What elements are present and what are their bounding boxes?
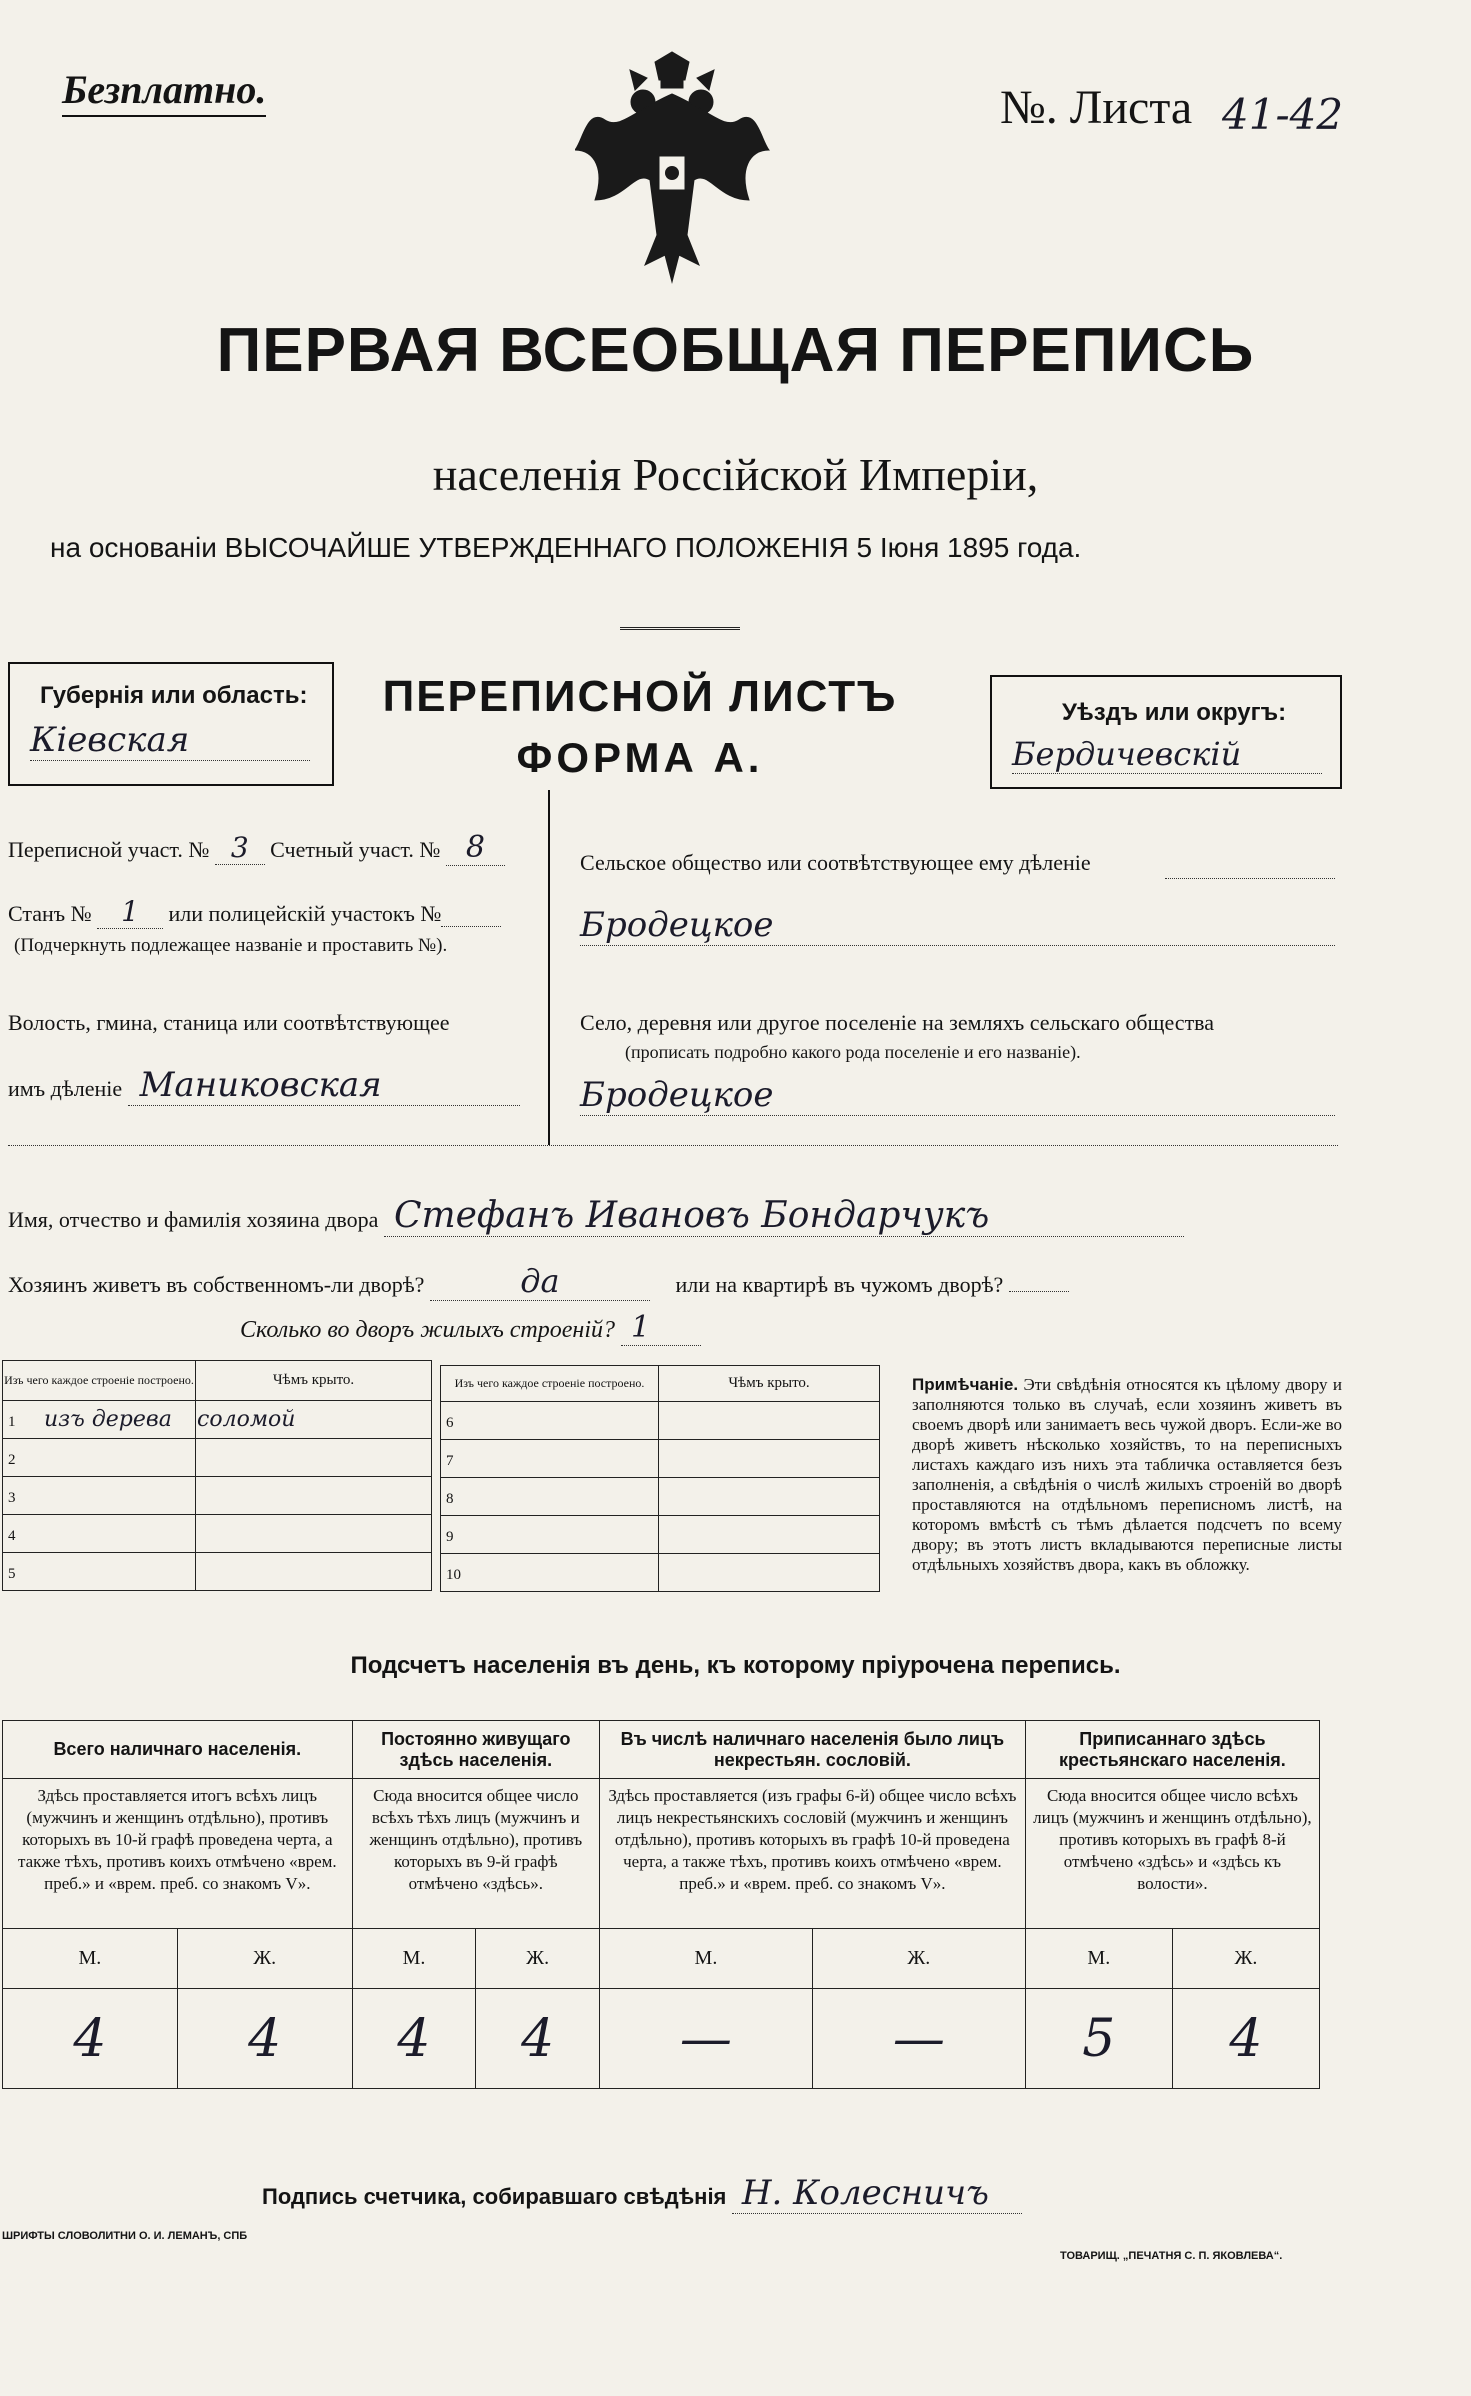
table-row [3, 1477, 432, 1515]
province-box [8, 662, 334, 786]
population-column-description: Сюда вносится общее число всѣхъ тѣхъ лицъ (мужчинъ и женщинъ отдѣльно), противъ которыхъ въ 9-й графѣ отмѣчено «здѣсь». [352, 1779, 599, 1929]
roof-value [659, 1440, 880, 1478]
population-title: Подсчетъ населенія въ день, къ которому пріурочена перепись. [350, 1652, 1121, 1679]
male-count: 4 [3, 1989, 178, 2089]
material-cell [3, 1515, 196, 1553]
female-count: 4 [1172, 1989, 1319, 2089]
free-label: Безплатно. [62, 66, 266, 117]
count-section-value: 8 [446, 830, 505, 866]
police-label: или полицейскій участокъ № [168, 901, 442, 926]
material-cell [441, 1440, 659, 1478]
sheet-number-value: 41-42 [1222, 90, 1344, 139]
male-count: 4 [352, 1989, 476, 2089]
col-material-header: Изъ чего каждое строеніе построено. [3, 1361, 196, 1401]
male-label: М. [3, 1929, 178, 1989]
col-roof-header: Чѣмъ крыто. [196, 1361, 432, 1401]
police-note: (Подчеркнуть подлежащее названіе и проставить №). [14, 935, 448, 956]
table-row [3, 1401, 432, 1439]
population-column-header: Приписаннаго здѣсь крестьянскаго населенія. [1025, 1721, 1319, 1779]
material-cell [441, 1478, 659, 1516]
volost-label: Волость, гмина, станица или соотвѣтствующее [8, 1010, 450, 1035]
row-number: 7 [446, 1453, 454, 1469]
camp-label: Станъ № [8, 901, 92, 926]
census-section-value: 3 [215, 831, 265, 865]
material-cell [3, 1477, 196, 1515]
male-count: 5 [1025, 1989, 1172, 2089]
population-column-description: Здѣсь проставляется (изъ графы 6-й) общее число всѣхъ лицъ некрестьянскихъ сословій (мужчинъ и женщинъ отдѣльно), противъ которыхъ въ графѣ 10-й проведена черта, а также тѣхъ, противъ коихъ отмѣчено «врем. преб.» и «врем. преб. со знакомъ V». [599, 1779, 1025, 1929]
population-column-header: Постоянно живущаго здѣсь населенія. [352, 1721, 599, 1779]
roof-value [659, 1554, 880, 1592]
col-roof-header: Чѣмъ крыто. [659, 1366, 880, 1402]
buildings-table-left [2, 1360, 432, 1591]
material-cell [441, 1554, 659, 1592]
female-label: Ж. [1172, 1929, 1319, 1989]
roof-value [196, 1439, 432, 1477]
row-number: 10 [446, 1567, 461, 1583]
table-row [3, 1515, 432, 1553]
own-yard-value: да [430, 1262, 650, 1301]
male-count: — [599, 1989, 812, 2089]
population-column-header: Въ числѣ наличнаго населенія было лицъ некрестьян. сословій. [599, 1721, 1025, 1779]
female-label: Ж. [177, 1929, 352, 1989]
society-label: Сельское общество или соотвѣтствующее ему дѣленіе [580, 850, 1091, 875]
province-value: Кіевская [30, 720, 310, 761]
footer-right: ТОВАРИЩ. „ПЕЧАТНЯ С. П. ЯКОВЛЕВА“. [1060, 2250, 1283, 2262]
population-column-description: Здѣсь проставляется итогъ всѣхъ лицъ (мужчинъ и женщинъ отдѣльно), противъ которыхъ въ 10-й графѣ проведена черта, а также тѣхъ, противъ коихъ отмѣчено «врем. преб.» и «врем. преб. со знакомъ V». [3, 1779, 353, 1929]
population-column-description: Сюда вносится общее число всѣхъ лицъ (мужчинъ и женщинъ отдѣльно), противъ которыхъ въ графѣ 8-й отмѣчено «здѣсь» и «здѣсь къ волости». [1025, 1779, 1319, 1929]
buildings-table-right [440, 1365, 880, 1592]
row-number: 2 [8, 1452, 16, 1468]
male-label: М. [599, 1929, 812, 1989]
male-label: М. [1025, 1929, 1172, 1989]
row-number: 6 [446, 1415, 454, 1431]
row-number: 4 [8, 1528, 16, 1544]
roof-value [196, 1553, 432, 1591]
own-yard-label: Хозяинъ живетъ въ собственномъ-ли дворѣ? [8, 1272, 425, 1297]
village-value: Бродецкое [580, 1075, 1335, 1116]
col-material-header: Изъ чего каждое строеніе построено. [441, 1366, 659, 1402]
female-count: 4 [177, 1989, 352, 2089]
row-number: 1 [8, 1414, 16, 1430]
table-row [3, 1439, 432, 1477]
table-row [3, 1553, 432, 1591]
signature-label: Подпись счетчика, собиравшаго свѣдѣнія [262, 2184, 727, 2209]
page-title: ПЕРВАЯ ВСЕОБЩАЯ ПЕРЕПИСЬ [216, 316, 1255, 385]
district-box [990, 675, 1342, 789]
fields-divider [548, 790, 550, 1145]
roof-value [659, 1516, 880, 1554]
buildings-label: Сколько во дворъ жилыхъ строеній? [240, 1317, 615, 1343]
female-count: 4 [476, 1989, 600, 2089]
material-cell [3, 1553, 196, 1591]
village-label: Село, деревня или другое поселеніе на земляхъ сельскаго общества [580, 1010, 1215, 1035]
male-label: М. [352, 1929, 476, 1989]
form-title-block [345, 672, 935, 782]
row-number: 5 [8, 1566, 16, 1582]
row-number: 8 [446, 1491, 454, 1507]
footer-left: ШРИФТЫ СЛОВОЛИТНИ О. И. ЛЕМАНЪ, СПБ [2, 2230, 248, 2242]
roof-value: соломой [196, 1401, 432, 1439]
row-number: 9 [446, 1529, 454, 1545]
form-subtitle: ФОРМА А. [516, 734, 764, 781]
table-row [441, 1516, 880, 1554]
owner-label: Имя, отчество и фамилія хозяина двора [8, 1207, 379, 1232]
female-count: — [812, 1989, 1025, 2089]
buildings-value: 1 [621, 1310, 701, 1346]
form-title: ПЕРЕПИСНОЙ ЛИСТЪ [382, 672, 898, 721]
female-label: Ж. [476, 1929, 600, 1989]
rented-label: или на квартирѣ въ чужомъ дворѣ? [675, 1272, 1004, 1297]
material-cell [441, 1402, 659, 1440]
legal-basis: на основаніи ВЫСОЧАЙШЕ УТВЕРЖДЕННАГО ПОЛОЖЕНІЯ 5 Іюня 1895 года. [50, 532, 1082, 563]
ornament-divider [620, 627, 740, 630]
female-label: Ж. [812, 1929, 1025, 1989]
society-value: Бродецкое [580, 905, 1335, 946]
signature-value: Н. Колесничъ [732, 2173, 1022, 2214]
district-value: Бердичевскій [1012, 735, 1322, 774]
roof-value [196, 1515, 432, 1553]
sheet-number-label: №. Листа [1000, 81, 1193, 134]
page-subtitle: населенія Россійской Имперіи, [432, 449, 1039, 500]
roof-value [659, 1478, 880, 1516]
material-cell [441, 1516, 659, 1554]
division-label: имъ дѣленіе [8, 1076, 123, 1101]
district-label: Уѣздъ или округъ: [1062, 699, 1287, 726]
material-cell [3, 1401, 196, 1439]
double-headed-eagle-emblem [575, 50, 770, 285]
village-note: (прописать подробно какого рода поселеніе и его названіе). [625, 1042, 1081, 1062]
roof-value [659, 1402, 880, 1440]
owner-value: Стефанъ Ивановъ Бондарчукъ [384, 1195, 1184, 1237]
province-label: Губернія или область: [40, 682, 308, 709]
table-row [441, 1554, 880, 1592]
table-row [441, 1402, 880, 1440]
census-section-label: Переписной участ. № [8, 837, 210, 862]
material-value: изъ дерева [44, 1407, 172, 1432]
population-table [2, 1720, 1320, 2089]
material-cell [3, 1439, 196, 1477]
roof-value [196, 1477, 432, 1515]
camp-value: 1 [97, 895, 163, 929]
note-text: Эти свѣдѣнія относятся къ цѣлому двору и заполняются только въ случаѣ, если хозяинъ живетъ въ своемъ дворѣ или занимаетъ весь чужой дворъ. Если-же во дворѣ живетъ нѣсколько хозяйствъ, то на переписныхъ листахъ каждаго изъ нихъ эта табличка оставляется безъ заполненія, а свѣдѣнія о числѣ жилыхъ строеній во дворѣ проставляются на отдѣльномъ переписномъ листѣ, на которомъ вмѣстѣ съ тѣмъ дѣлается подсчетъ по всему двору; въ этотъ листъ вкладываются переписные листы отдѣльныхъ хозяйствъ двора, какъ въ обложку. [912, 1375, 1342, 1574]
note-block [912, 1375, 1342, 1575]
table-row [441, 1440, 880, 1478]
note-title: Примѣчаніе. [912, 1375, 1019, 1394]
population-column-header: Всего наличнаго населенія. [3, 1721, 353, 1779]
table-row [441, 1478, 880, 1516]
count-section-label: Счетный участ. № [270, 837, 441, 862]
row-number: 3 [8, 1490, 16, 1506]
volost-value: Маниковская [128, 1065, 520, 1106]
